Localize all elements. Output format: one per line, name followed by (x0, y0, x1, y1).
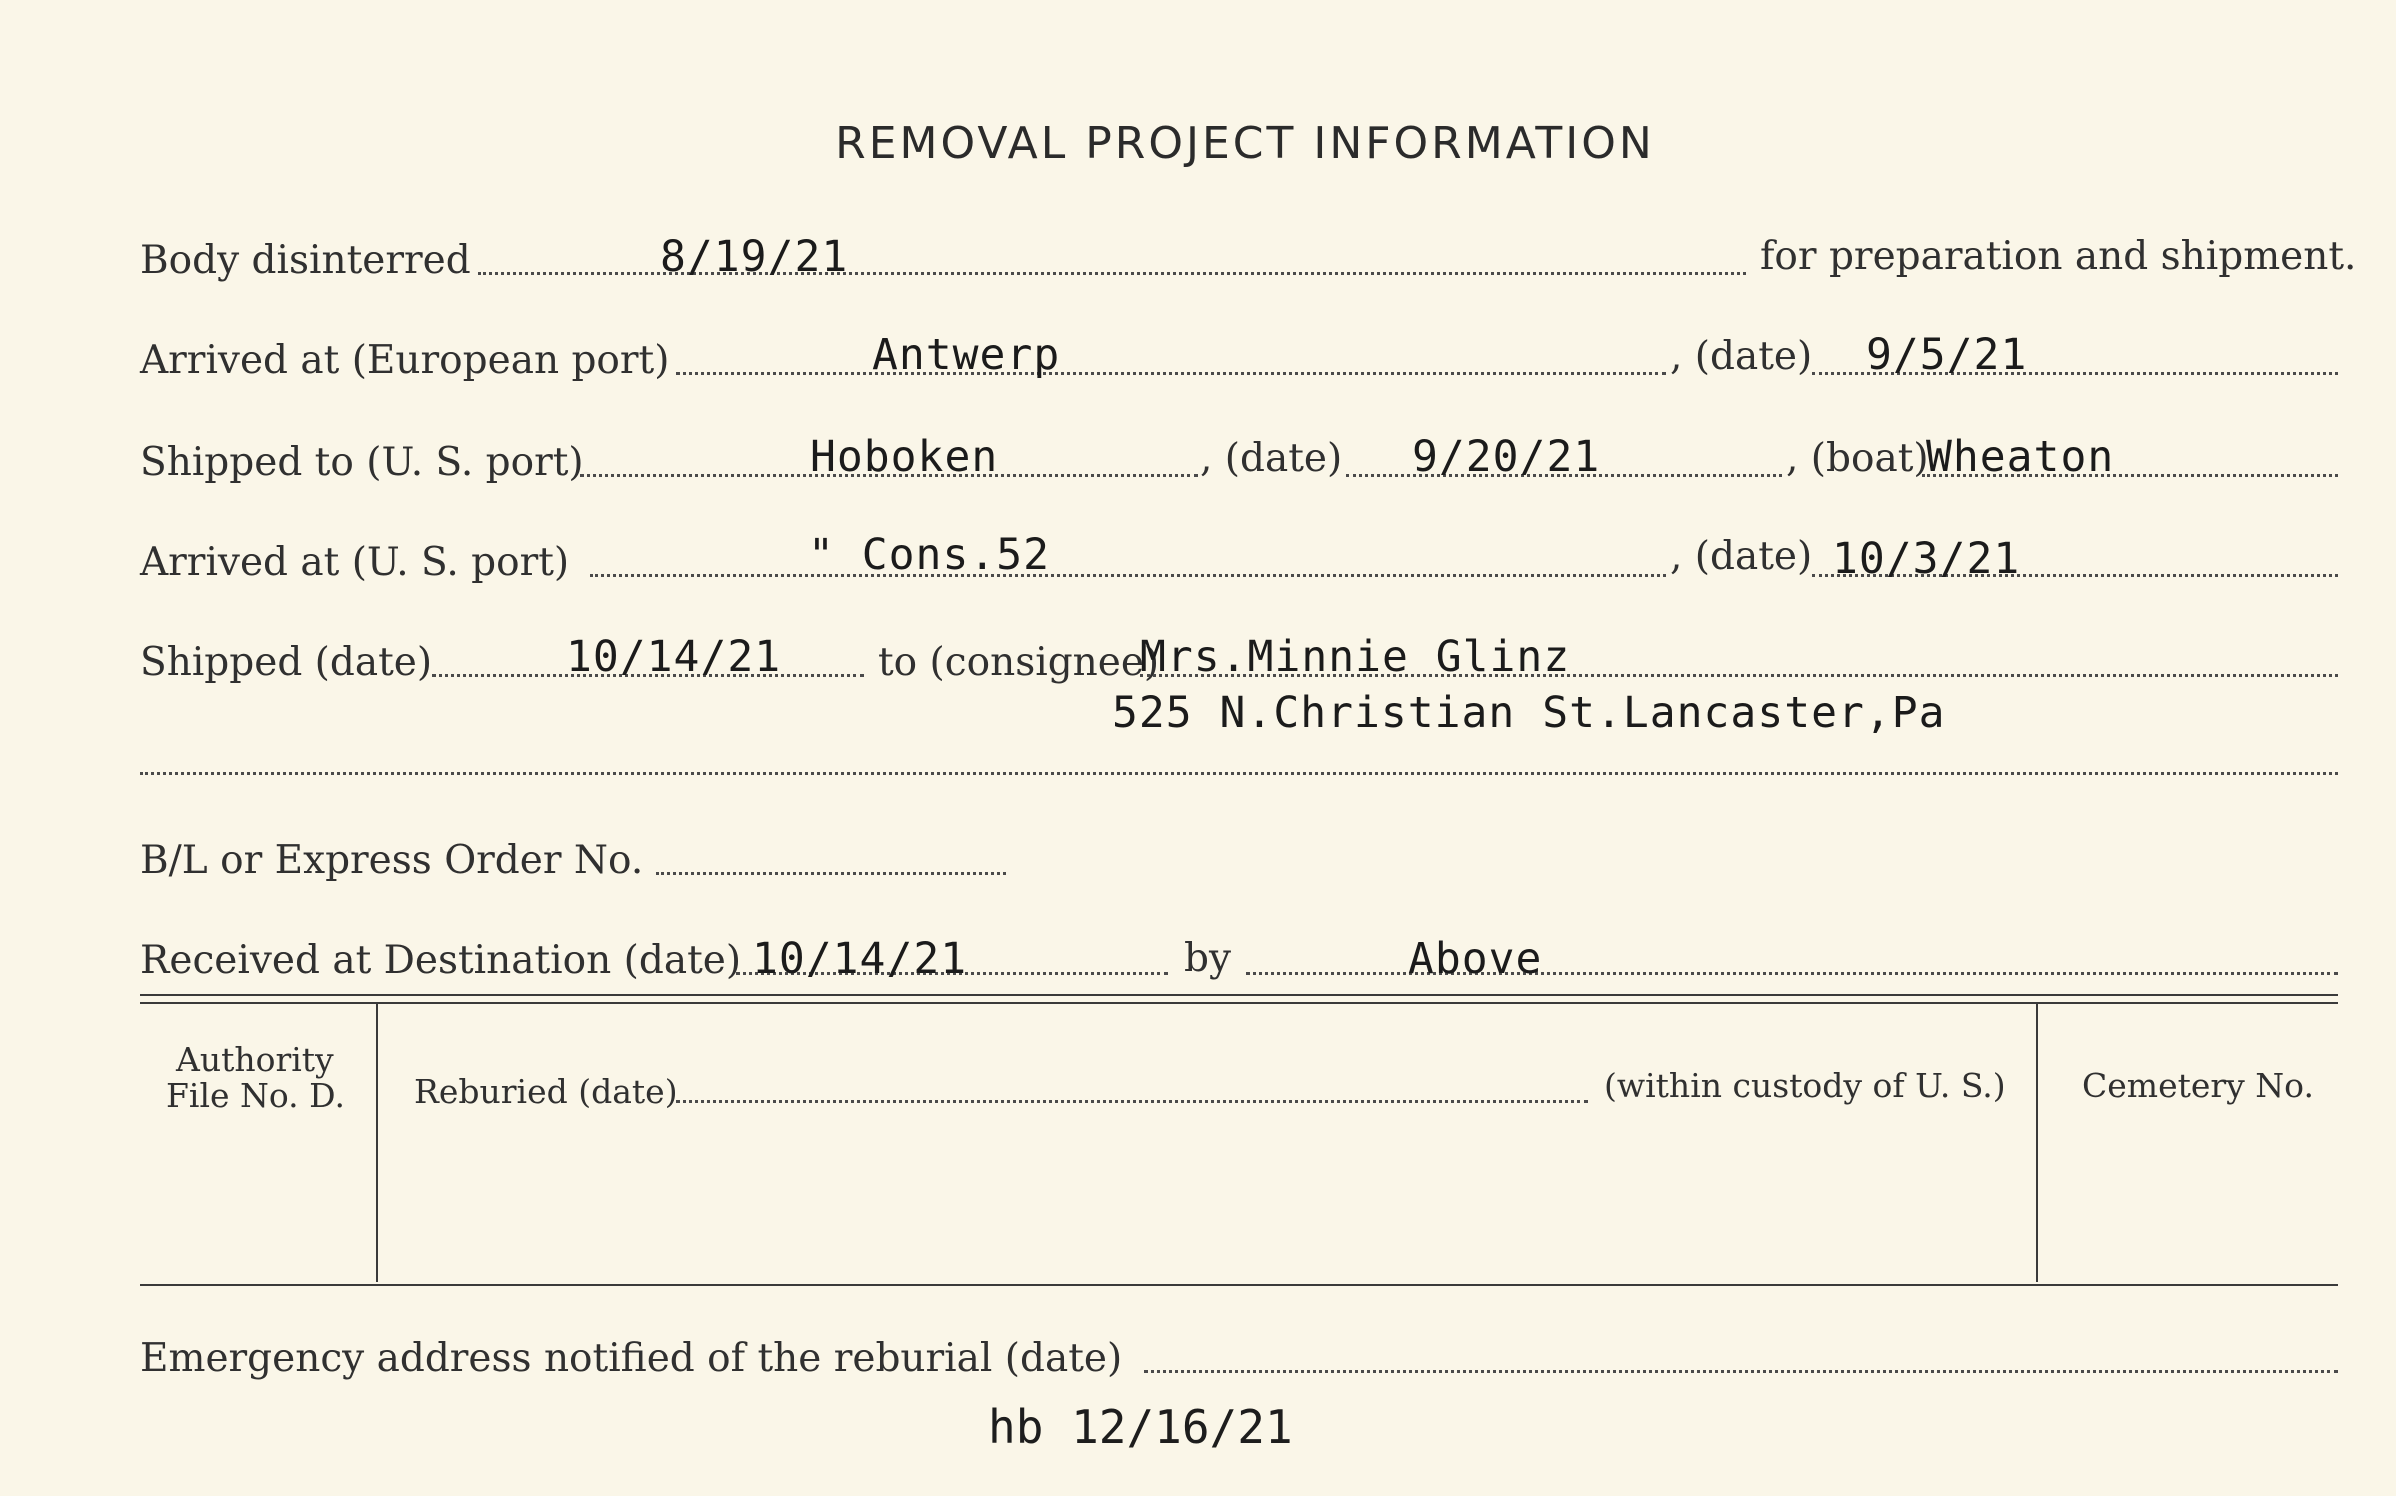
us-arrival-port-value: " Cons.52 (808, 530, 1050, 580)
us-arrival-date-label: , (date) (1670, 534, 1813, 579)
card-title: REMOVAL PROJECT INFORMATION (835, 118, 1655, 169)
arrived-european-label: Arrived at (European port) (140, 338, 670, 383)
dotted-line (676, 1100, 1588, 1103)
dotted-line (676, 372, 1666, 375)
body-disinterred-label: Body disinterred (140, 238, 471, 283)
bl-order-label: B/L or Express Order No. (140, 838, 644, 883)
consignee-value: Mrs.Minnie Glinz (1140, 632, 1571, 682)
received-date-value: 10/14/21 (752, 934, 968, 984)
shipped-to-label: Shipped to (U. S. port) (140, 440, 584, 485)
box-divider-right (2036, 1004, 2038, 1282)
ship-date-value: 9/20/21 (1412, 432, 1601, 482)
eu-arrival-date-value: 9/5/21 (1866, 330, 2028, 380)
boat-value: Wheaton (1926, 432, 2115, 482)
box-bottom-rule (140, 1284, 2338, 1286)
for-preparation-label: for preparation and shipment. (1760, 234, 2357, 279)
eu-date-label: , (date) (1670, 334, 1813, 379)
emergency-notified-value: hb 12/16/21 (988, 1400, 1293, 1454)
consignee-label: to (consignee) (878, 640, 1160, 685)
received-label: Received at Destination (date) (140, 938, 742, 983)
file-no-label: File No. D. (166, 1076, 345, 1115)
us-arrival-date-value: 10/3/21 (1832, 534, 2021, 584)
authority-label: Authority (176, 1040, 334, 1079)
dotted-line (1144, 1370, 2338, 1373)
us-port-value: Hoboken (810, 432, 999, 482)
disinterred-date-value: 8/19/21 (660, 232, 849, 282)
dotted-line (590, 574, 1666, 577)
shipped-date-value: 10/14/21 (566, 632, 782, 682)
box-top-rule (140, 994, 2338, 996)
by-label: by (1184, 936, 1231, 981)
consignee-address-value: 525 N.Christian St.Lancaster,Pa (1112, 688, 1946, 738)
reburied-label: Reburied (date) (414, 1072, 678, 1111)
dotted-line (656, 872, 1006, 875)
arrived-us-label: Arrived at (U. S. port) (140, 540, 570, 585)
ship-date-label: , (date) (1200, 436, 1343, 481)
shipped-date-label: Shipped (date) (140, 640, 433, 685)
european-port-value: Antwerp (872, 330, 1061, 380)
received-by-value: Above (1408, 934, 1543, 984)
boat-label: , (boat) (1786, 436, 1929, 481)
cemetery-no-label: Cemetery No. (2082, 1066, 2314, 1105)
emergency-label: Emergency address notified of the reburial (date) (140, 1336, 1123, 1381)
box-top-rule-2 (140, 1002, 2338, 1004)
within-custody-label: (within custody of U. S.) (1604, 1066, 2006, 1105)
box-divider-left (376, 1004, 378, 1282)
dotted-line (140, 772, 2338, 775)
